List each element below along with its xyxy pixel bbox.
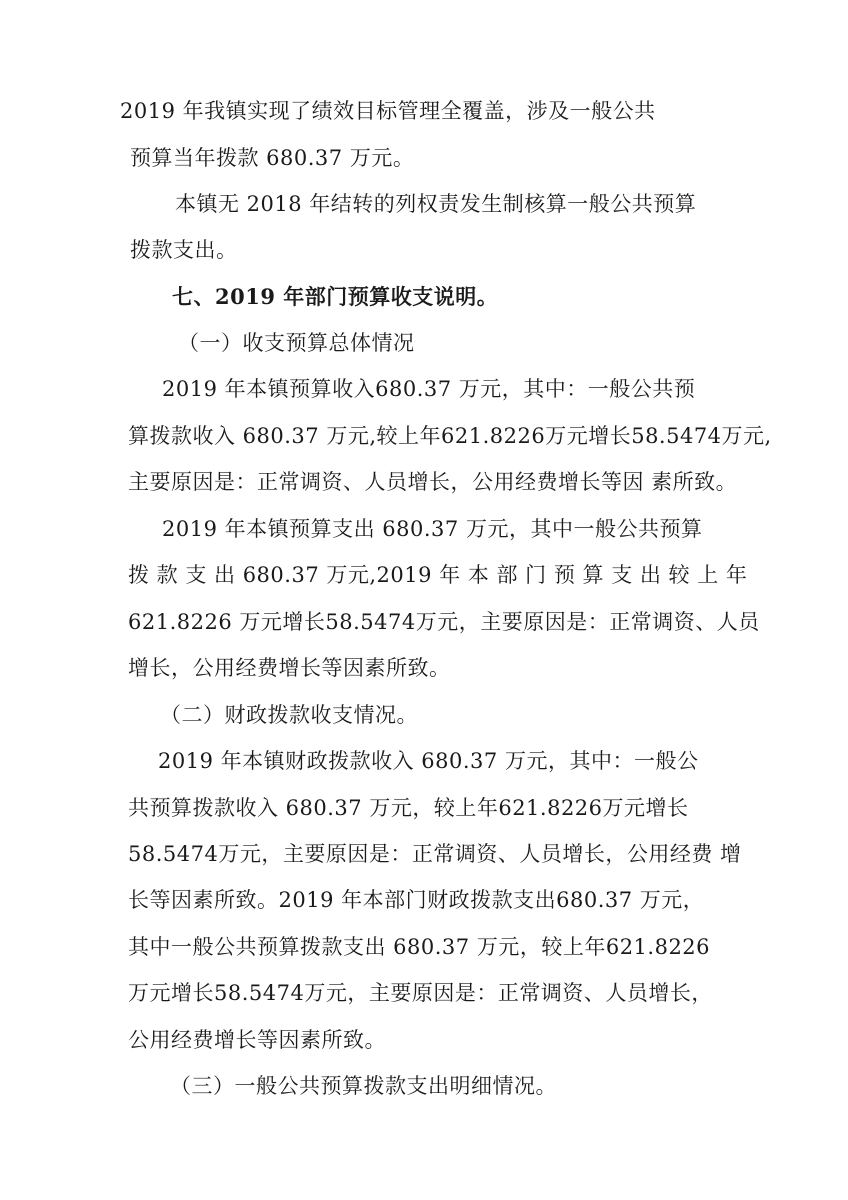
subsection-heading: （二）财政拨款收支情况。 — [160, 703, 418, 727]
paragraph-line: 2019 年本镇预算收入680.37 万元，其中：一般公共预 — [162, 377, 696, 401]
paragraph-line: 长等因素所致。2019 年本部门财政拨款支出680.37 万元， — [128, 888, 705, 912]
paragraph-line: 58.5474万元，主要原因是：正常调资、人员增长，公用经费 增 — [128, 842, 742, 866]
paragraph-line: 其中一般公共预算拨款支出 680.37 万元，较上年621.8226 — [128, 935, 711, 959]
subsection-heading: （三）一般公共预算拨款支出明细情况。 — [170, 1074, 557, 1098]
paragraph-line: 预算当年拨款 680.37 万元。 — [130, 146, 415, 170]
paragraph-line: 2019 年本镇财政拨款收入 680.37 万元，其中：一般公 — [158, 749, 699, 773]
subsection-heading: （一）收支预算总体情况 — [178, 331, 415, 355]
paragraph-line: 主要原因是：正常调资、人员增长，公用经费增长等因 素所致。 — [128, 470, 738, 494]
section-heading: 七、2019 年部门预算收支说明。 — [172, 284, 499, 309]
paragraph-line: 增长，公用经费增长等因素所致。 — [128, 656, 451, 680]
paragraph-line: 公用经费增长等因素所致。 — [128, 1028, 386, 1052]
paragraph-line: 本镇无 2018 年结转的列权责发生制核算一般公共预算 — [175, 192, 697, 216]
paragraph-line: 共预算拨款收入 680.37 万元，较上年621.8226万元增长 — [128, 796, 689, 820]
paragraph-line: 2019 年我镇实现了绩效目标管理全覆盖，涉及一般公共 — [120, 99, 656, 123]
paragraph-line: 拨 款 支 出 680.37 万元,2019 年 本 部 门 预 算 支 出 较 上 年 — [128, 563, 748, 587]
paragraph-line: 621.8226 万元增长58.5474万元，主要原因是：正常调资、人员 — [128, 610, 760, 634]
paragraph-line: 拨款支出。 — [130, 238, 238, 262]
paragraph-line: 万元增长58.5474万元，主要原因是：正常调资、人员增长， — [128, 981, 713, 1005]
paragraph-line: 2019 年本镇预算支出 680.37 万元，其中一般公共预算 — [162, 517, 703, 541]
paragraph-line: 算拨款收入 680.37 万元,较上年621.8226万元增长58.5474万元, — [128, 424, 772, 448]
